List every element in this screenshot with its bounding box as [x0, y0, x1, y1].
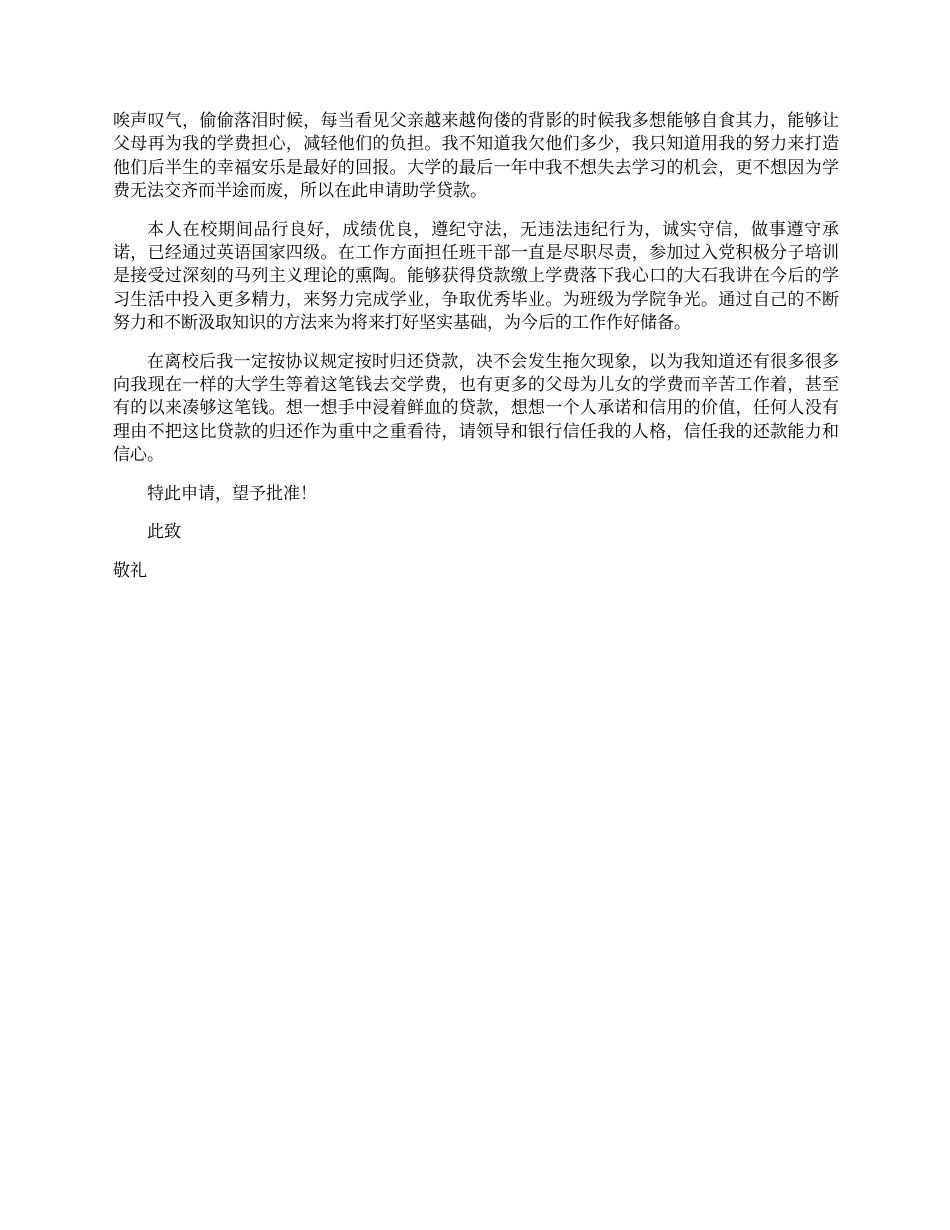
letter-body: [113, 110, 839, 583]
paragraph-2: 本人在校期间品行良好，成绩优良，遵纪守法，无违法违纪行为，诚实守信，做事遵守承诺，已经通过英语国家四级。在工作方面担任班干部一直是尽职尽责，参加过入党积极分子培训是接受过深刻的马列主义理论的熏陶。能够获得贷款缴上学费落下我心口的大石我讲在今后的学习生活中投入更多精力，来努力完成学业，争取优秀毕业。为班级为学院争光。通过自己的不断努力和不断汲取知识的方法来为将来打好坚实基础，为今后的工作作好储备。: [113, 219, 839, 334]
request-line: 特此申请，望予批准！: [147, 483, 317, 504]
closing-phrase: 此致: [147, 522, 181, 543]
paragraph-1: 唉声叹气，偷偷落泪时候，每当看见父亲越来越佝偻的背影的时候我多想能够自食其力，能够让父母再为我的学费担心，减轻他们的负担。我不知道我欠他们多少，我只知道用我的努力来打造他们后半生的幸福安乐是最好的回报。大学的最后一年中我不想失去学习的机会，更不想因为学费无法交齐而半途而废，所以在此申请助学贷款。: [113, 111, 839, 202]
salutation: 敬礼: [113, 560, 147, 581]
paragraph-3: 在离校后我一定按协议规定按时归还贷款，决不会发生拖欠现象，以为我知道还有很多很多向我现在一样的大学生等着这笔钱去交学费，也有更多的父母为儿女的学费而辛苦工作着，甚至有的以来凑够这笔钱。想一想手中浸着鲜血的贷款，想想一个人承诺和信用的价值，任何人没有理由不把这比贷款的归还作为重中之重看待，请领导和银行信任我的人格，信任我的还款能力和信心。: [113, 351, 839, 466]
